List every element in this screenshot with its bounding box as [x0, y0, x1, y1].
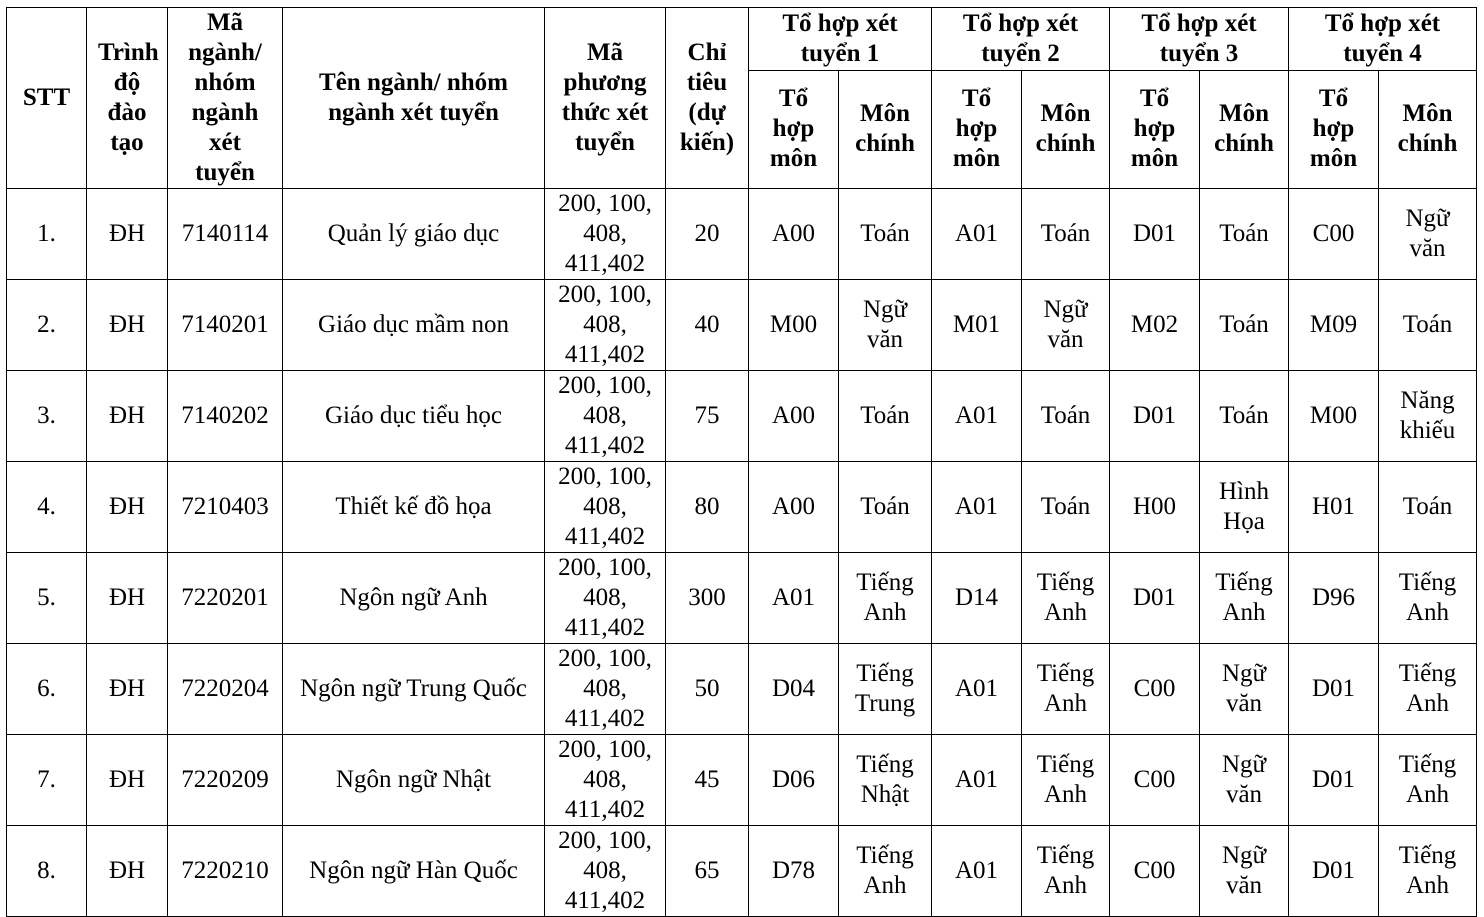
name-cell: Ngôn ngữ Anh: [283, 553, 545, 644]
main-subject-2-cell: Toán: [1022, 371, 1110, 462]
combo-3-cell: C00: [1110, 735, 1200, 826]
quota-cell: 300: [666, 553, 749, 644]
header-group-1: Tổ hợp xét tuyển 1: [749, 8, 932, 71]
name-cell: Ngôn ngữ Nhật: [283, 735, 545, 826]
header-main-1: Môn chính: [839, 70, 932, 188]
combo-2-cell: A01: [932, 735, 1022, 826]
quota-cell: 75: [666, 371, 749, 462]
combo-1-cell: A01: [749, 553, 839, 644]
header-main-3: Môn chính: [1200, 70, 1289, 188]
header-row-top: [7, 8, 1477, 71]
code-cell: 7140114: [168, 189, 283, 280]
main-subject-3-cell: Toán: [1200, 371, 1289, 462]
main-subject-1-cell: Toán: [839, 462, 932, 553]
main-subject-2-cell: Toán: [1022, 189, 1110, 280]
header-name: Tên ngành/ nhóm ngành xét tuyển: [283, 8, 545, 189]
main-subject-1-cell: Tiếng Trung: [839, 644, 932, 735]
code-cell: 7220209: [168, 735, 283, 826]
level-cell: ĐH: [87, 280, 168, 371]
combo-4-cell: H01: [1289, 462, 1379, 553]
name-cell: Giáo dục mầm non: [283, 280, 545, 371]
level-cell: ĐH: [87, 189, 168, 280]
combo-1-cell: A00: [749, 462, 839, 553]
header-combo-2: Tổ hợp môn: [932, 70, 1022, 188]
main-subject-3-cell: Toán: [1200, 280, 1289, 371]
name-cell: Thiết kế đồ họa: [283, 462, 545, 553]
code-cell: 7140202: [168, 371, 283, 462]
combo-3-cell: H00: [1110, 462, 1200, 553]
combo-1-cell: A00: [749, 189, 839, 280]
header-level: Trình độ đào tạo: [87, 8, 168, 189]
main-subject-3-cell: Toán: [1200, 189, 1289, 280]
method-cell: 200, 100, 408, 411,402: [545, 462, 666, 553]
main-subject-3-cell: Tiếng Anh: [1200, 553, 1289, 644]
table-row: [7, 280, 1477, 371]
level-cell: ĐH: [87, 826, 168, 917]
main-subject-4-cell: Ngữ văn: [1379, 189, 1477, 280]
code-cell: 7210403: [168, 462, 283, 553]
method-cell: 200, 100, 408, 411,402: [545, 735, 666, 826]
main-subject-2-cell: Tiếng Anh: [1022, 644, 1110, 735]
header-main-4: Môn chính: [1379, 70, 1477, 188]
name-cell: Giáo dục tiểu học: [283, 371, 545, 462]
main-subject-1-cell: Toán: [839, 189, 932, 280]
code-cell: 7220201: [168, 553, 283, 644]
main-subject-1-cell: Tiếng Nhật: [839, 735, 932, 826]
main-subject-4-cell: Toán: [1379, 462, 1477, 553]
admission-table: [6, 7, 1477, 917]
quota-cell: 20: [666, 189, 749, 280]
combo-4-cell: D01: [1289, 644, 1379, 735]
header-group-3: Tổ hợp xét tuyển 3: [1110, 8, 1289, 71]
main-subject-4-cell: Tiếng Anh: [1379, 735, 1477, 826]
main-subject-1-cell: Toán: [839, 371, 932, 462]
stt-cell: 7.: [7, 735, 87, 826]
method-cell: 200, 100, 408, 411,402: [545, 553, 666, 644]
main-subject-1-cell: Tiếng Anh: [839, 826, 932, 917]
combo-3-cell: C00: [1110, 644, 1200, 735]
method-cell: 200, 100, 408, 411,402: [545, 371, 666, 462]
header-combo-4: Tổ hợp môn: [1289, 70, 1379, 188]
table-row: [7, 462, 1477, 553]
method-cell: 200, 100, 408, 411,402: [545, 280, 666, 371]
name-cell: Ngôn ngữ Trung Quốc: [283, 644, 545, 735]
combo-4-cell: D01: [1289, 735, 1379, 826]
combo-3-cell: D01: [1110, 371, 1200, 462]
combo-2-cell: A01: [932, 826, 1022, 917]
table-row: [7, 826, 1477, 917]
stt-cell: 8.: [7, 826, 87, 917]
code-cell: 7220204: [168, 644, 283, 735]
main-subject-2-cell: Tiếng Anh: [1022, 553, 1110, 644]
combo-2-cell: A01: [932, 644, 1022, 735]
combo-1-cell: D04: [749, 644, 839, 735]
quota-cell: 50: [666, 644, 749, 735]
level-cell: ĐH: [87, 644, 168, 735]
level-cell: ĐH: [87, 371, 168, 462]
combo-2-cell: M01: [932, 280, 1022, 371]
stt-cell: 3.: [7, 371, 87, 462]
combo-4-cell: M00: [1289, 371, 1379, 462]
combo-3-cell: D01: [1110, 189, 1200, 280]
name-cell: Ngôn ngữ Hàn Quốc: [283, 826, 545, 917]
main-subject-2-cell: Tiếng Anh: [1022, 826, 1110, 917]
quota-cell: 40: [666, 280, 749, 371]
header-stt: STT: [7, 8, 87, 189]
header-group-4: Tổ hợp xét tuyển 4: [1289, 8, 1477, 71]
table-row: [7, 189, 1477, 280]
combo-4-cell: M09: [1289, 280, 1379, 371]
stt-cell: 1.: [7, 189, 87, 280]
combo-2-cell: D14: [932, 553, 1022, 644]
main-subject-4-cell: Năng khiếu: [1379, 371, 1477, 462]
combo-4-cell: D01: [1289, 826, 1379, 917]
table-row: [7, 644, 1477, 735]
header-code: Mã ngành/ nhóm ngành xét tuyển: [168, 8, 283, 189]
header-main-2: Môn chính: [1022, 70, 1110, 188]
combo-1-cell: M00: [749, 280, 839, 371]
method-cell: 200, 100, 408, 411,402: [545, 189, 666, 280]
code-cell: 7220210: [168, 826, 283, 917]
main-subject-3-cell: Ngữ văn: [1200, 826, 1289, 917]
main-subject-4-cell: Tiếng Anh: [1379, 644, 1477, 735]
combo-3-cell: D01: [1110, 553, 1200, 644]
quota-cell: 65: [666, 826, 749, 917]
table-body: [7, 189, 1477, 917]
stt-cell: 4.: [7, 462, 87, 553]
combo-4-cell: D96: [1289, 553, 1379, 644]
combo-3-cell: M02: [1110, 280, 1200, 371]
main-subject-3-cell: Hình Họa: [1200, 462, 1289, 553]
main-subject-2-cell: Toán: [1022, 462, 1110, 553]
header-combo-1: Tổ hợp môn: [749, 70, 839, 188]
level-cell: ĐH: [87, 462, 168, 553]
combo-1-cell: A00: [749, 371, 839, 462]
header-combo-3: Tổ hợp môn: [1110, 70, 1200, 188]
main-subject-1-cell: Tiếng Anh: [839, 553, 932, 644]
combo-1-cell: D78: [749, 826, 839, 917]
stt-cell: 2.: [7, 280, 87, 371]
level-cell: ĐH: [87, 553, 168, 644]
combo-2-cell: A01: [932, 189, 1022, 280]
combo-2-cell: A01: [932, 371, 1022, 462]
header-method: Mã phương thức xét tuyển: [545, 8, 666, 189]
main-subject-2-cell: Ngữ văn: [1022, 280, 1110, 371]
quota-cell: 45: [666, 735, 749, 826]
main-subject-3-cell: Ngữ văn: [1200, 644, 1289, 735]
name-cell: Quản lý giáo dục: [283, 189, 545, 280]
header-group-2: Tổ hợp xét tuyển 2: [932, 8, 1110, 71]
table-row: [7, 553, 1477, 644]
stt-cell: 5.: [7, 553, 87, 644]
combo-4-cell: C00: [1289, 189, 1379, 280]
main-subject-2-cell: Tiếng Anh: [1022, 735, 1110, 826]
table-row: [7, 735, 1477, 826]
level-cell: ĐH: [87, 735, 168, 826]
combo-1-cell: D06: [749, 735, 839, 826]
method-cell: 200, 100, 408, 411,402: [545, 826, 666, 917]
code-cell: 7140201: [168, 280, 283, 371]
main-subject-4-cell: Tiếng Anh: [1379, 826, 1477, 917]
main-subject-4-cell: Toán: [1379, 280, 1477, 371]
combo-3-cell: C00: [1110, 826, 1200, 917]
stt-cell: 6.: [7, 644, 87, 735]
quota-cell: 80: [666, 462, 749, 553]
main-subject-4-cell: Tiếng Anh: [1379, 553, 1477, 644]
table-row: [7, 371, 1477, 462]
main-subject-1-cell: Ngữ văn: [839, 280, 932, 371]
main-subject-3-cell: Ngữ văn: [1200, 735, 1289, 826]
header-quota: Chỉ tiêu (dự kiến): [666, 8, 749, 189]
combo-2-cell: A01: [932, 462, 1022, 553]
method-cell: 200, 100, 408, 411,402: [545, 644, 666, 735]
